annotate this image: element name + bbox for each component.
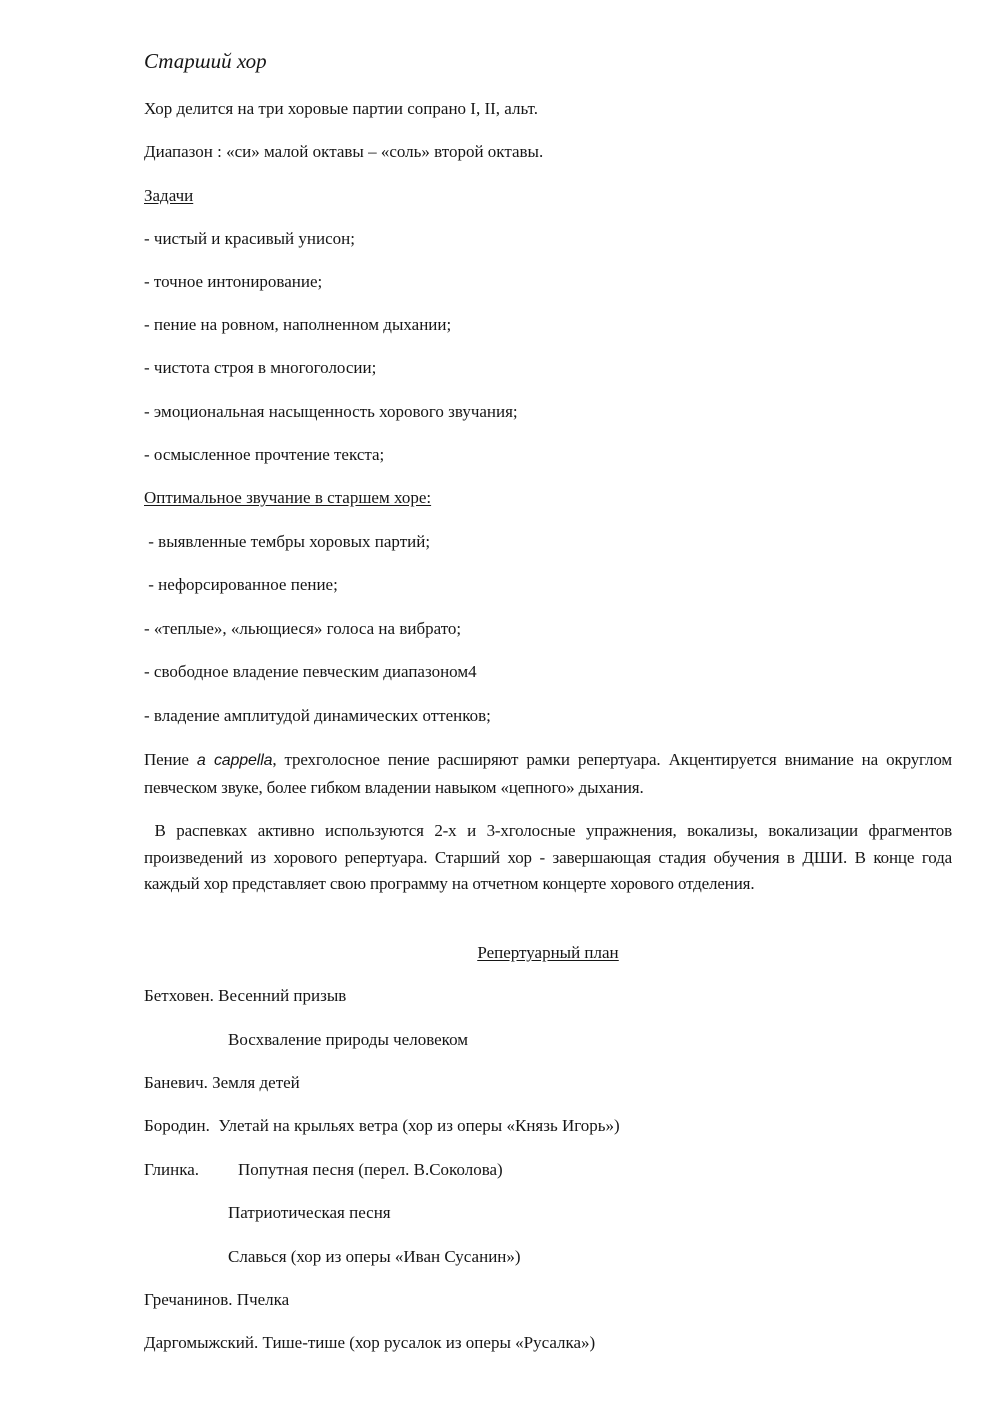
list-item: - «теплые», «льющиеся» голоса на вибрато; bbox=[144, 619, 462, 638]
intro-line: Диапазон : «си» малой октавы – «соль» второй октавы. bbox=[144, 142, 544, 161]
composer: Бородин. bbox=[144, 1116, 210, 1135]
repertoire-entry bbox=[144, 1289, 289, 1311]
list-item: - эмоциональная насыщенность хорового звучания; bbox=[144, 402, 518, 421]
work-title: Патриотическая песня bbox=[228, 1203, 391, 1222]
paragraph-text: Пение bbox=[144, 750, 197, 769]
repertoire-entry bbox=[228, 1246, 521, 1268]
repertoire-entry bbox=[144, 1115, 620, 1137]
composer: Бетховен. bbox=[144, 986, 214, 1005]
work-title: Тише-тише (хор русалок из оперы «Русалка») bbox=[258, 1333, 596, 1352]
composer: Даргомыжский. bbox=[144, 1333, 259, 1352]
work-title: Пчелка bbox=[232, 1290, 290, 1309]
paragraph-a-cappella bbox=[144, 747, 952, 801]
repertoire-entry bbox=[144, 1332, 595, 1354]
list-item: - точное интонирование; bbox=[144, 272, 323, 291]
composer: Глинка. bbox=[144, 1160, 200, 1179]
repertoire-entry bbox=[228, 1029, 468, 1051]
work-title: Восхваление природы человеком bbox=[228, 1030, 469, 1049]
list-item: - выявленные тембры хоровых партий; bbox=[144, 532, 431, 551]
tasks-heading: Задачи bbox=[144, 186, 194, 205]
repertoire-entry bbox=[228, 1202, 391, 1224]
composer: Гречанинов. bbox=[144, 1290, 233, 1309]
list-item: - нефорсированное пение; bbox=[144, 575, 338, 594]
work-title: Попутная песня (перел. В.Соколова) bbox=[238, 1160, 503, 1179]
repertoire-entry bbox=[144, 985, 346, 1007]
list-item: - пение на ровном, наполненном дыхании; bbox=[144, 315, 452, 334]
list-item: - владение амплитудой динамических оттенков; bbox=[144, 706, 491, 725]
composer: Баневич. bbox=[144, 1073, 208, 1092]
paragraph-text: , трехголосное пение расширяют рамки репертуара. Акцентируется внимание на округлом певческом звуке, более гибком владении навыком «цепного» дыхания. bbox=[144, 750, 952, 797]
list-item: - чистота строя в многоголосии; bbox=[144, 358, 377, 377]
repertoire-heading bbox=[0, 942, 1000, 964]
repertoire-entry bbox=[144, 1072, 300, 1094]
work-title: Славься (хор из оперы «Иван Сусанин») bbox=[228, 1247, 521, 1266]
italic-term: a cappella bbox=[196, 752, 273, 769]
repertoire-entry bbox=[144, 1159, 744, 1181]
work-title: Улетай на крыльях ветра (хор из оперы «Князь Игорь») bbox=[209, 1116, 620, 1135]
paragraph-warmups: В распевках активно используются 2-х и 3-хголосные упражнения, вокализы, вокализации фрагментов произведений из хорового репертуара. Старший хор - завершающая стадия обучения в ДШИ. В конце года каждый хор представляет свою программу на отчетном концерте хорового отделения. bbox=[144, 821, 957, 893]
work-title: Земля детей bbox=[207, 1073, 300, 1092]
list-item: - чистый и красивый унисон; bbox=[144, 229, 355, 248]
list-item: - свободное владение певческим диапазоном4 bbox=[144, 662, 477, 681]
list-item: - осмысленное прочтение текста; bbox=[144, 445, 385, 464]
repertoire-heading-text: Репертуарный план bbox=[477, 943, 619, 962]
optimal-heading: Оптимальное звучание в старшем хоре: bbox=[144, 488, 432, 507]
document-title: Старший хор bbox=[144, 49, 267, 73]
intro-line: Хор делится на три хоровые партии сопрано I, II, альт. bbox=[144, 99, 538, 118]
work-title: Весенний призыв bbox=[213, 986, 347, 1005]
